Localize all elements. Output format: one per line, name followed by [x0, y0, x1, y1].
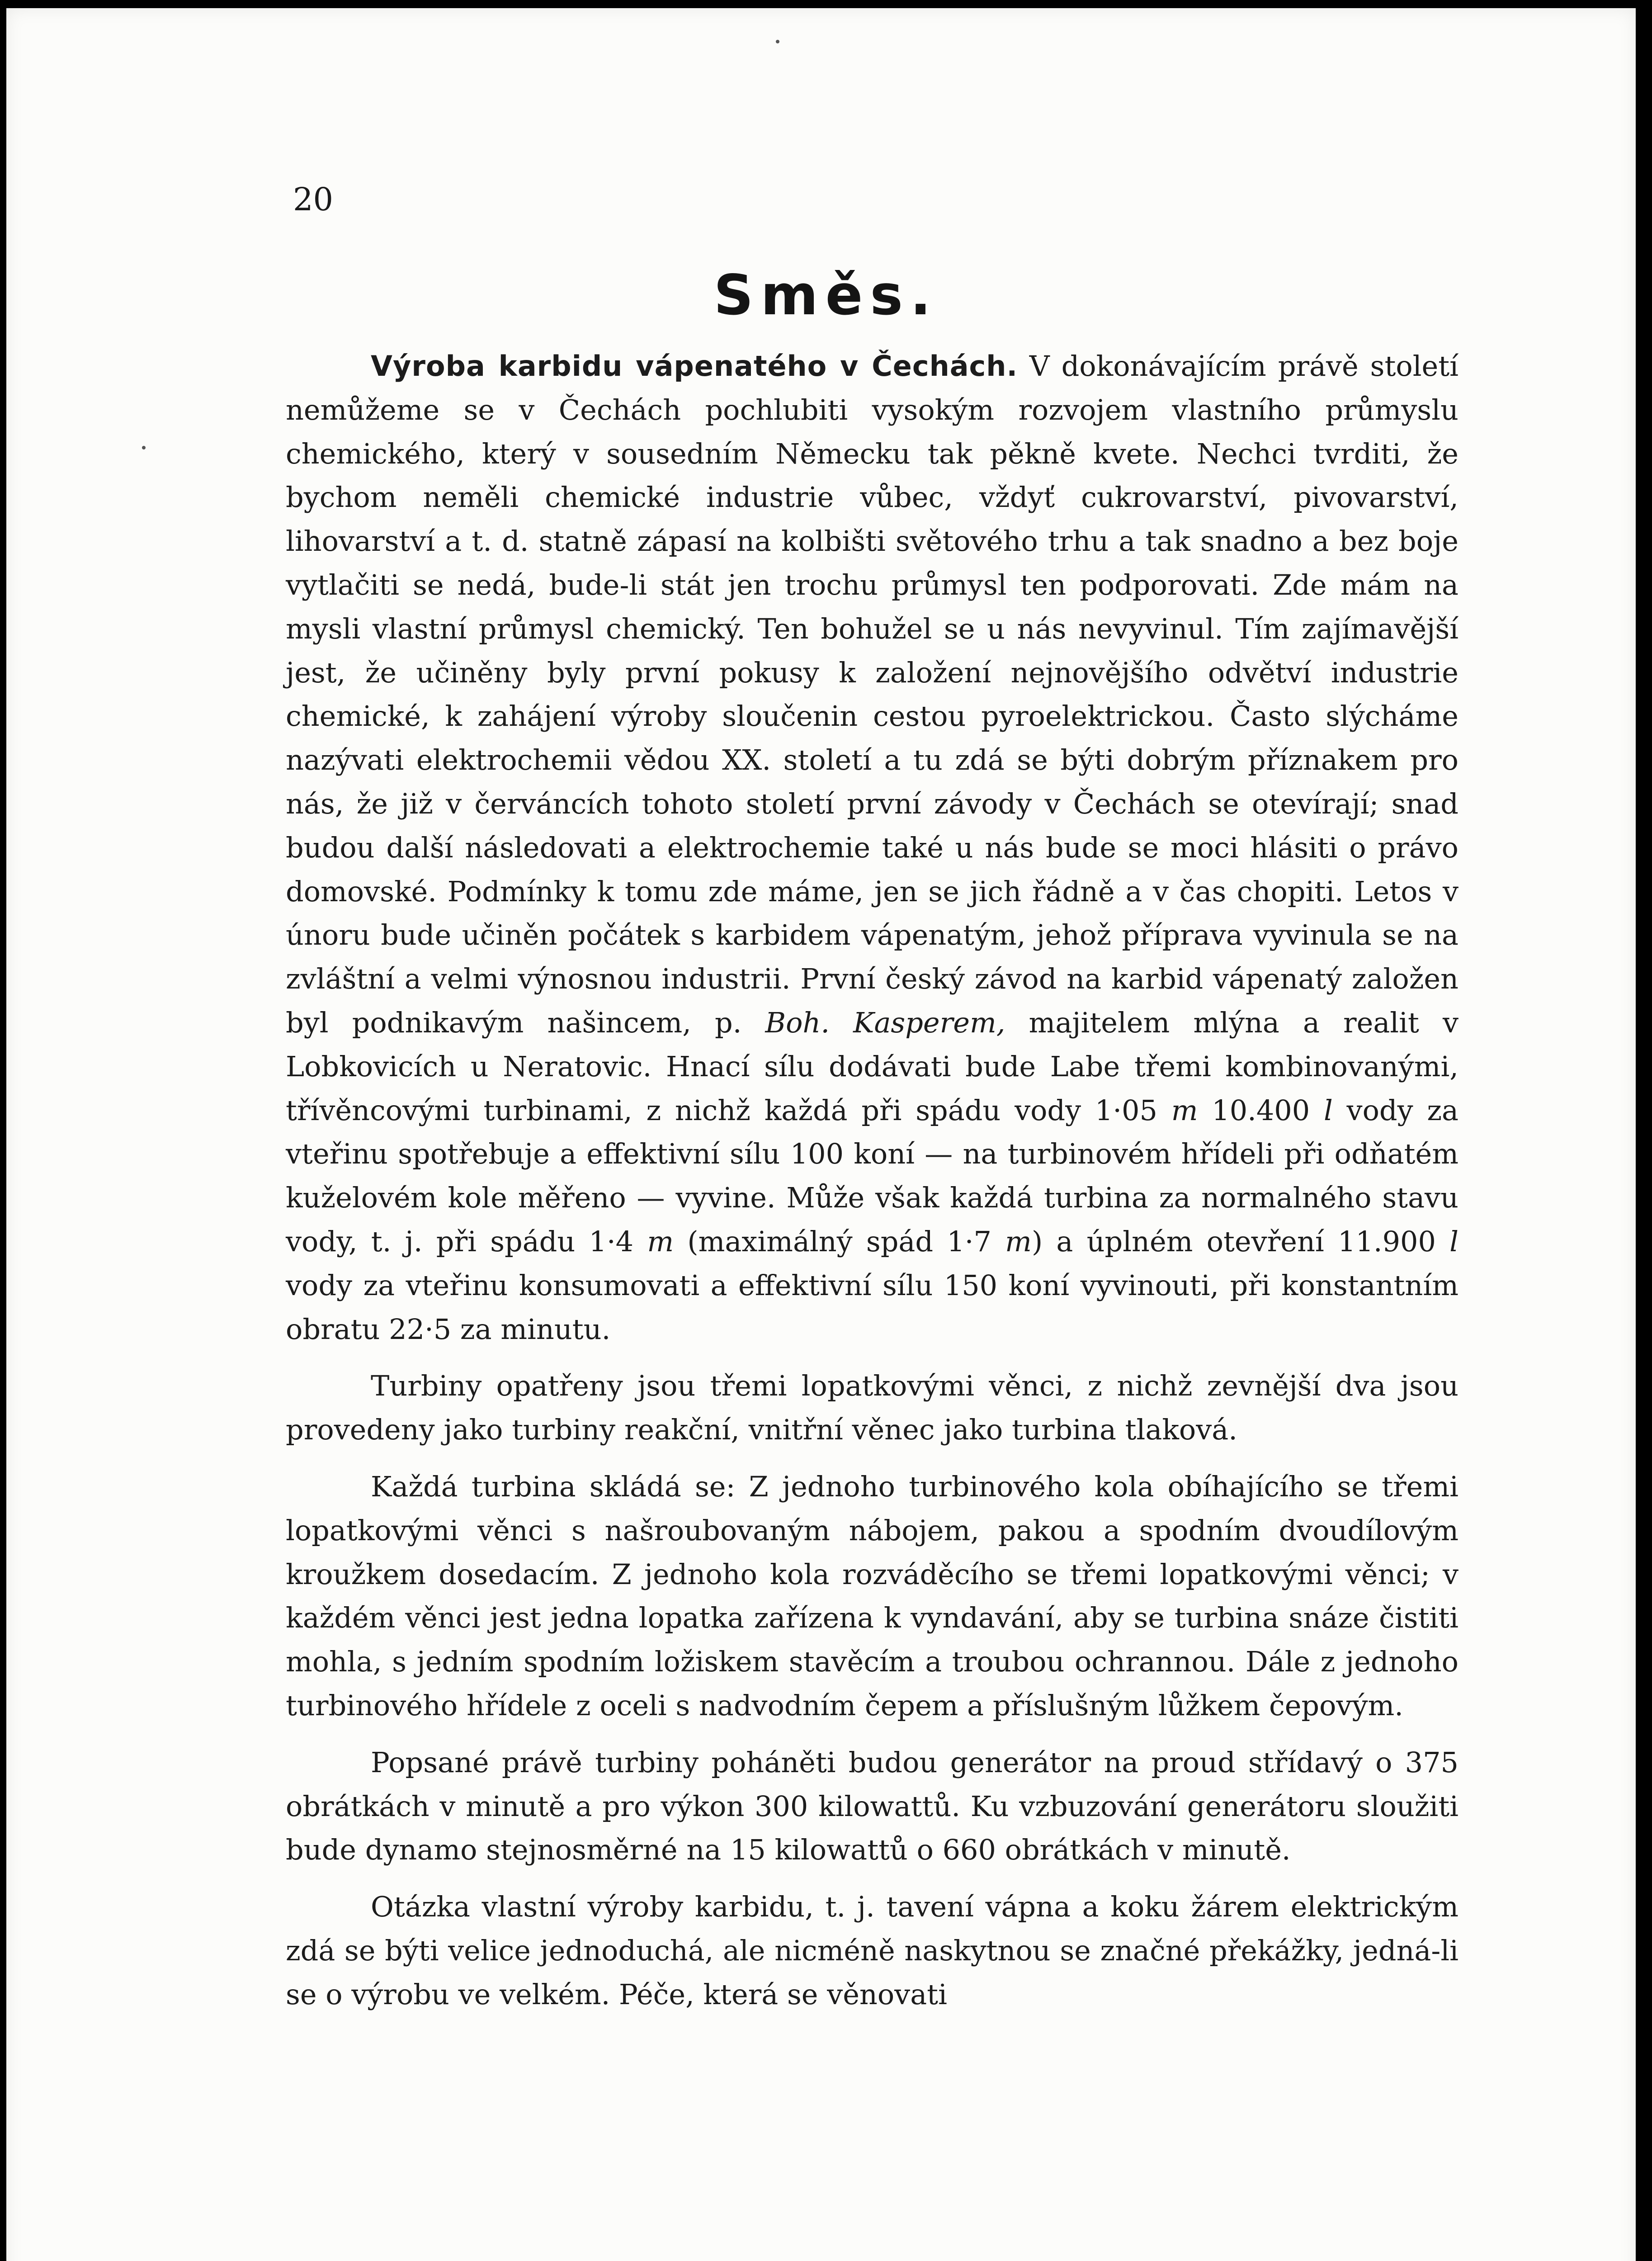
paragraph: Otázka vlastní výroby karbidu, t. j. tavení vápna a koku žárem elektrickým zdá se býti velice jednoduchá, ale nicméně naskytnou se značné překážky, jedná-li se o výrobu ve velkém. Péče, která se věnovati	[286, 1890, 1458, 2011]
print-speck	[142, 446, 146, 449]
section-heading: Výroba karbidu vápenatého v Čechách.	[371, 350, 1018, 383]
unit-symbol: m	[647, 1225, 674, 1258]
paragraph-text: V dokonávajícím právě století nemůžeme se v Čechách pochlubiti vysokým rozvojem vlastního průmyslu chemického, který v sousedním Německu tak pěkně kvete. Nechci tvrditi, že bychom neměli chemické industrie vůbec, vždyť cukrovarství, pivovarství, lihovarství a t. d. statně zápasí na kolbišti světového trhu a tak snadno a bez boje vytlačiti se nedá, bude-li stát jen trochu průmysl ten podporovati. Zde mám na mysli vlastní průmysl chemický. Ten bohužel se u nás nevyvinul. Tím zajímavější jest, že učiněny byly první pokusy k založení nejnovějšího odvětví industrie chemické, k zahájení výroby sloučenin cestou pyroelektrickou. Často slýcháme nazývati elektrochemii vědou XX. století a tu zdá se býti dobrým příznakem pro nás, že již v červáncích tohoto století první závody v Čechách se otevírají; snad budou další následovati a elektrochemie také u nás bude se moci hlásiti o právo domovské. Podmínky k tomu zde máme, jen se jich řádně a v čas chopiti. Letos v únoru bude učiněn počátek s karbidem vápenatým, jehož příprava vyvinula se na zvláštní a velmi výnosnou industrii. První český závod na karbid vápenatý založen byl podnikavým našincem, p.	[286, 350, 1458, 1039]
paragraph-text: ) a úplném otevření 11.900	[1031, 1225, 1450, 1258]
paragraph-text: vody za vteřinu spotřebuje a effektivní sílu 100 koní — na turbinovém hřídeli při odňatém kuželovém kole měřeno — vyvine. Může však každá turbina za normalného stavu vody, t. j. při spádu 1·4	[286, 1093, 1458, 1258]
unit-symbol: m	[1171, 1093, 1198, 1127]
paragraph-text: (maximálný spád 1·7	[674, 1225, 1005, 1258]
paragraph	[286, 345, 1458, 1351]
paragraph: Popsané právě turbiny poháněti budou generátor na proud střídavý o 375 obrátkách v minutě a pro výkon 300 kilowattů. Ku vzbuzování generátoru sloužiti bude dynamo stejnosměrné na 15 kilowattů o 660 obrátkách v minutě.	[286, 1745, 1458, 1867]
article-body	[286, 345, 1458, 2016]
unit-symbol: l	[1323, 1093, 1333, 1127]
person-name: Boh. Kasperem,	[765, 1006, 1005, 1039]
scan-border	[1636, 0, 1652, 2261]
page-number: 20	[293, 181, 334, 218]
print-speck	[776, 40, 779, 43]
paragraph: Turbiny opatřeny jsou třemi lopatkovými věnci, z nichž zevnější dva jsou provedeny jako turbiny reakční, vnitřní věnec jako turbina tlaková.	[286, 1369, 1458, 1447]
paragraph-text: vody za vteřinu konsumovati a effektivní sílu 150 koní vyvinouti, při konstantním obratu 22·5 za minutu.	[286, 1268, 1458, 1346]
unit-symbol: m	[1005, 1225, 1032, 1258]
unit-symbol: l	[1449, 1225, 1459, 1258]
paragraph: Každá turbina skládá se: Z jednoho turbinového kola obíhajícího se třemi lopatkovými věnci s našroubovaným nábojem, pakou a spodním dvoudílovým kroužkem dosedacím. Z jednoho kola rozváděcího se třemi lopatkovými věnci; v každém věnci jest jedna lopatka zařízena k vyndavání, aby se turbina snáze čistiti mohla, s jedním spodním ložiskem stavěcím a troubou ochrannou. Dále z jednoho turbinového hřídele z oceli s nadvodním čepem a příslušným lůžkem čepovým.	[286, 1470, 1458, 1722]
page-title: Směs.	[713, 263, 939, 327]
paragraph-text: 10.400	[1198, 1093, 1324, 1127]
paragraph-text: majitelem mlýna a realit v Lobkovicích u Neratovic. Hnací sílu dodávati bude Labe třemi kombinovanými, třívěncovými turbinami, z nichž každá při spádu vody 1·05	[286, 1006, 1458, 1127]
